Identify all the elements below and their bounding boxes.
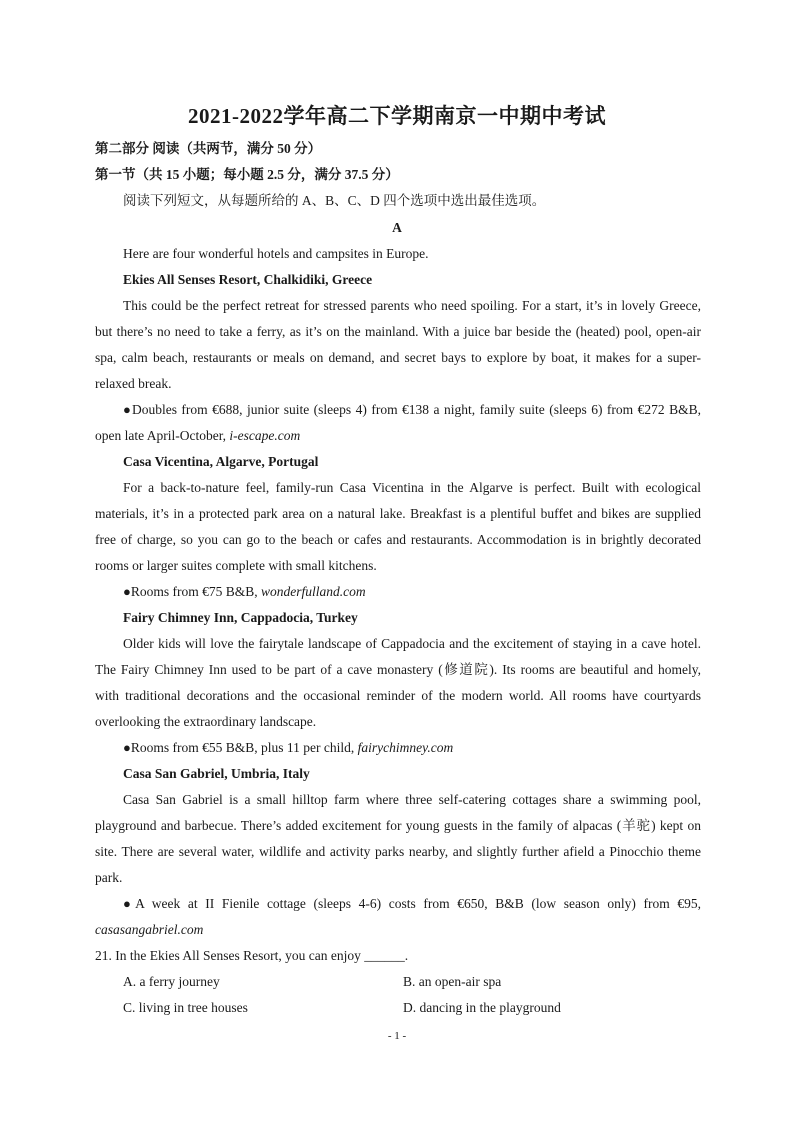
paragraph-line: This could be the perfect retreat for stressed parents who need spoiling. For a start, it’s in lovely Greece, [123,298,701,313]
hotel-info [95,427,300,445]
part-heading: 第二部分 阅读（共两节，满分 50 分） [95,141,322,156]
page-number: - 1 - [387,1030,407,1042]
hotel-info [123,739,453,757]
paragraph-line: free of charge, so you can go to the beach or cafes and restaurants. Accommodation is in brightly decorated [95,532,701,547]
bullet-icon: ● [123,584,131,599]
info-text: open late April-October, [95,428,230,443]
hotel-website: wonderfulland.com [261,584,366,599]
paragraph-line: spa, calm beach, restaurants or meals on demand, and secret bays to explore by boat, it makes for a super- [95,350,701,365]
info-text: Rooms from €75 B&B, [130,584,261,599]
hotel-info [123,895,701,913]
hotel-website: i-escape.com [229,428,301,443]
hotel-name: Fairy Chimney Inn, Cappadocia, Turkey [123,610,358,625]
paragraph-line: park. [95,870,123,885]
hotel-website: fairychimney.com [357,740,454,755]
section-heading: 第一节（共 15 小题；每小题 2.5 分，满分 37.5 分） [95,167,399,182]
exam-title: 2021-2022学年高二下学期南京一中期中考试 [188,104,606,128]
info-text: Rooms from €55 B&B, plus 11 per child, [130,740,358,755]
paragraph-line: For a back-to-nature feel, family-run Casa Vicentina in the Algarve is perfect. Built with ecological [123,480,701,495]
paragraph-line: site. There are several water, wildlife and activity parks nearby, and slightly further afield a Pinocchio theme [95,844,701,859]
passage-intro: Here are four wonderful hotels and campsites in Europe. [123,246,429,261]
hotel-info [123,583,366,601]
instruction: 阅读下列短文，从每题所给的 A、B、C、D 四个选项中选出最佳选项。 [123,193,546,208]
question-stem: 21. In the Ekies All Senses Resort, you can enjoy ______. [95,948,409,963]
answer-option: C. living in tree houses [123,1000,248,1015]
hotel-name: Ekies All Senses Resort, Chalkidiki, Greece [123,272,373,287]
bullet-icon: ● [123,896,136,911]
info-text: Doubles from €688, junior suite (sleeps 4) from €138 a night, family suite (sleeps 6) from €272 B&B, [131,402,701,417]
paragraph-line: Older kids will love the fairytale landscape of Cappadocia and the excitement of staying in a cave hotel. [123,636,701,651]
hotel-info [123,401,701,419]
paragraph-line: playground and barbecue. There’s added excitement for young guests in the family of alpacas (羊驼) kept on [95,818,701,833]
paragraph-line: but there’s no need to take a ferry, as it’s on the mainland. With a juice bar beside the (heated) pool, open-air [95,324,701,339]
answer-option: B. an open-air spa [403,974,502,989]
bullet-icon: ● [123,402,132,417]
answer-option: A. a ferry journey [123,974,220,989]
passage-label: A [392,220,402,235]
paragraph-line: Casa San Gabriel is a small hilltop farm where three self-catering cottages share a swimming pool, [123,792,701,807]
paragraph-line: with traditional decorations and the occasional reminder of the modern world. All rooms have courtyards [95,688,701,703]
hotel-website: casasangabriel.com [95,922,204,937]
info-text: A week at II Fienile cottage (sleeps 4-6) costs from €650, B&B (low season only) from €95, [135,896,701,911]
answer-option: D. dancing in the playground [403,1000,561,1015]
hotel-name: Casa Vicentina, Algarve, Portugal [123,454,319,469]
paragraph-line: relaxed break. [95,376,172,391]
paragraph-line: overlooking the extraordinary landscape. [95,714,317,729]
hotel-name: Casa San Gabriel, Umbria, Italy [123,766,310,781]
paragraph-line: rooms or larger suites complete with small kitchens. [95,558,377,573]
paragraph-line: materials, it’s in a protected park area on a natural lake. Breakfast is a plentiful buffet and bikes are supplied [95,506,701,521]
bullet-icon: ● [123,740,131,755]
paragraph-line: The Fairy Chimney Inn used to be part of a cave monastery (修道院). Its rooms are beautiful and homely, [95,662,701,677]
